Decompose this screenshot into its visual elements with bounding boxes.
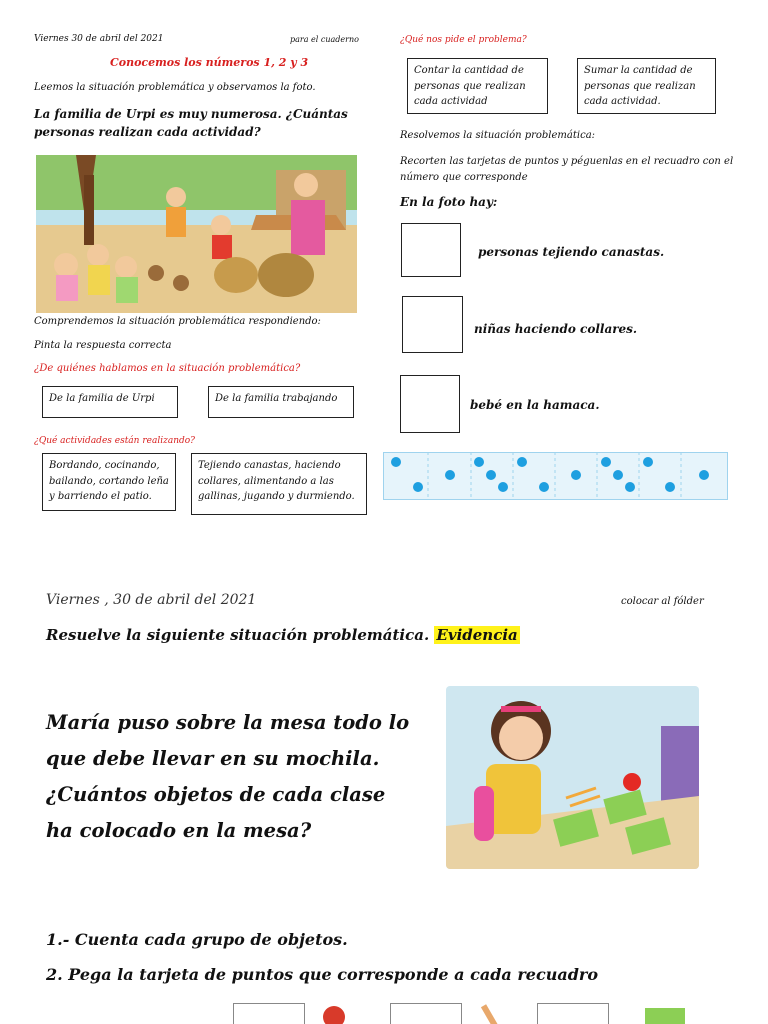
- instruction-2-text: Resuelve la siguiente situación problemática.: [46, 626, 430, 644]
- paste-box-2[interactable]: [390, 1003, 462, 1024]
- page-title: Conocemos los números 1, 2 y 3: [110, 56, 309, 69]
- folder-note: colocar al fólder: [621, 596, 704, 607]
- problem-statement: María puso sobre la mesa todo lo que debe llevar en su mochila. ¿Cuántos objetos de cada clase ha colocado en la mesa?: [46, 711, 410, 843]
- question-3: ¿Qué nos pide el problema?: [400, 35, 527, 45]
- question-1: ¿De quiénes hablamos en la situación problemática?: [34, 363, 301, 374]
- solve-instruction: Recorten las tarjetas de puntos y péguenlas en el recuadro con el número que corresponde: [400, 156, 734, 183]
- question-2: ¿Qué actividades están realizando?: [34, 436, 195, 446]
- step-2: 2. Pega la tarjeta de puntos que corresponde a cada recuadro: [46, 965, 598, 984]
- paste-box-baskets[interactable]: [401, 223, 461, 277]
- paste-box-3[interactable]: [537, 1003, 609, 1024]
- notebook-note: para el cuaderno: [290, 35, 359, 44]
- paste-box-1[interactable]: [233, 1003, 305, 1024]
- answer-option-activities-b[interactable]: Tejiendo canastas, haciendo collares, alimentando a las gallinas, jugando y durmiendo.: [191, 453, 367, 515]
- problem-question: La familia de Urpi es muy numerosa. ¿Cuántas personas realizan cada actividad?: [34, 107, 348, 139]
- date-label: Viernes 30 de abril del 2021: [34, 34, 164, 44]
- answer-option-count[interactable]: Contar la cantidad de personas que realizan cada actividad: [407, 58, 548, 114]
- paste-box-necklaces[interactable]: [402, 296, 463, 353]
- bottom-cards-row: [225, 998, 725, 1024]
- instruction-text: Pinta la respuesta correcta: [34, 340, 172, 351]
- evidence-highlight: Evidencia: [436, 626, 518, 644]
- answer-option-working-family[interactable]: De la familia trabajando: [208, 386, 354, 418]
- step-1: 1.- Cuenta cada grupo de objetos.: [46, 930, 348, 949]
- solve-text: Resolvemos la situación problemática:: [400, 130, 596, 141]
- dot-cards-strip: [383, 452, 728, 500]
- pencil-icon: [481, 1004, 499, 1024]
- comprehend-text: Comprendemos la situación problemática respondiendo:: [34, 316, 321, 327]
- paste-box-hammock[interactable]: [400, 375, 460, 433]
- answer-option-activities-a[interactable]: Bordando, cocinando, bailando, cortando leña y barriendo el patio.: [42, 453, 176, 511]
- intro-text: Leemos la situación problemática y observamos la foto.: [34, 82, 316, 93]
- answer-option-urpi-family[interactable]: De la familia de Urpi: [42, 386, 178, 418]
- family-illustration: [36, 155, 357, 313]
- photo-heading: En la foto hay:: [400, 195, 498, 209]
- answer-label-baskets: personas tejiendo canastas.: [478, 245, 665, 259]
- answer-label-necklaces: niñas haciendo collares.: [474, 322, 638, 336]
- maria-illustration: [446, 686, 699, 869]
- answer-label-hammock: bebé en la hamaca.: [470, 398, 600, 412]
- apple-icon: [323, 1006, 345, 1024]
- instruction-2: [46, 626, 520, 644]
- notebook-icon: [645, 1008, 685, 1024]
- date-label-2: Viernes , 30 de abril del 2021: [46, 592, 257, 608]
- answer-option-sum[interactable]: Sumar la cantidad de personas que realizan cada actividad.: [577, 58, 716, 114]
